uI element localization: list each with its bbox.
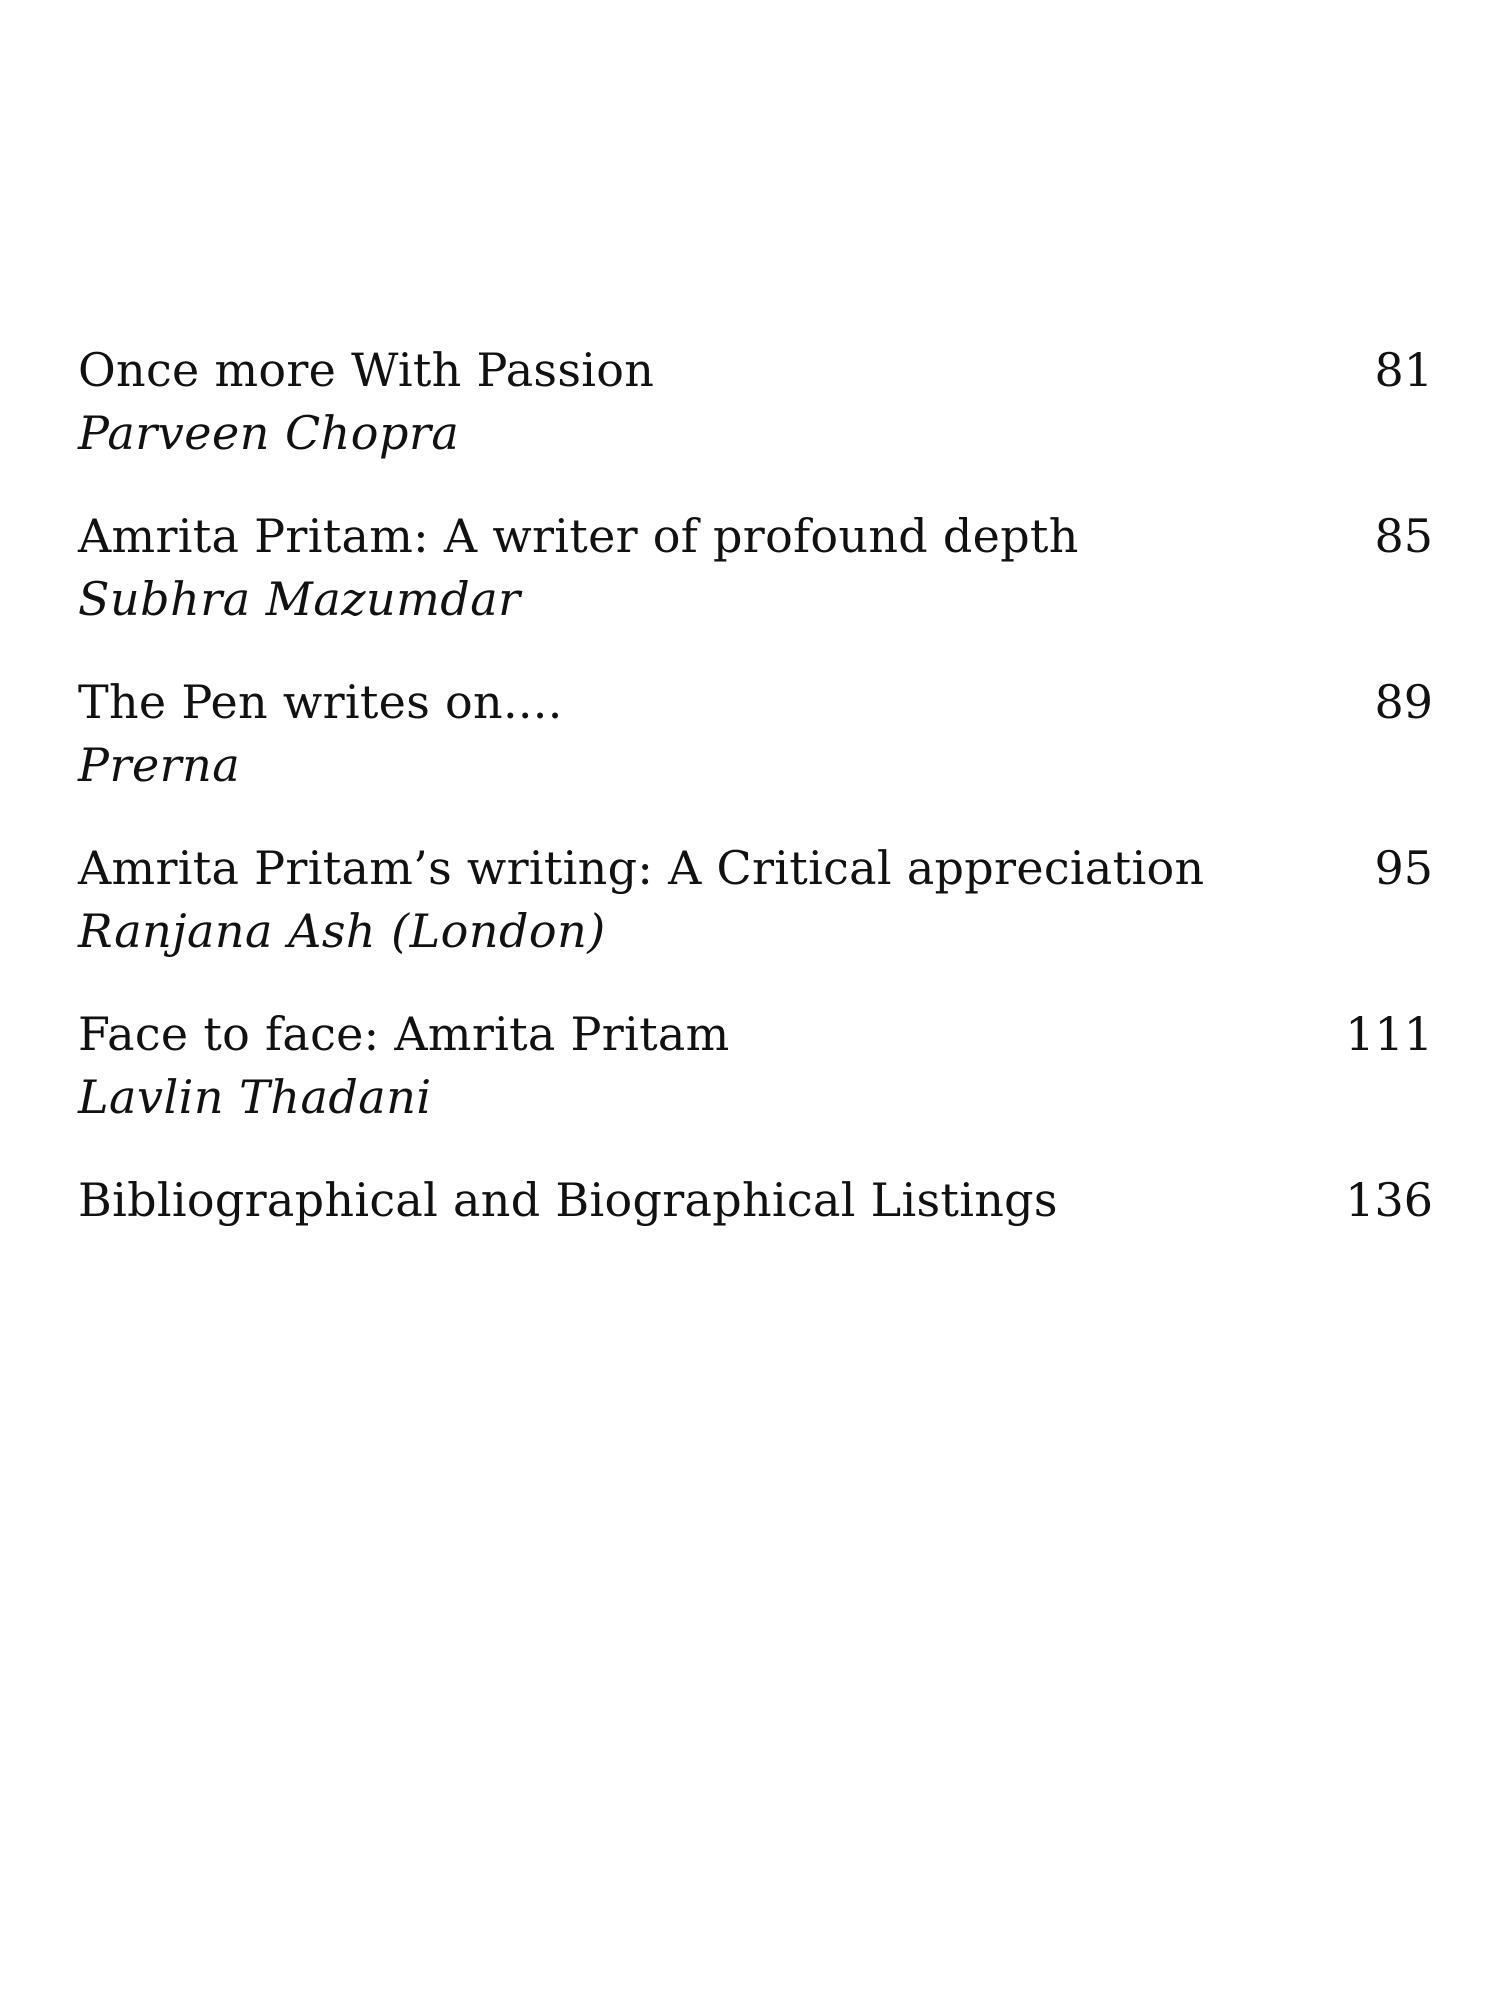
entry-title: The Pen writes on.... <box>78 675 563 729</box>
entry-author: Parveen Chopra <box>78 406 460 460</box>
toc-entry-row <box>78 506 1433 566</box>
page-number: 111 <box>1345 1007 1433 1061</box>
page-number: 95 <box>1374 841 1433 895</box>
entry-author: Ranjana Ash (London) <box>78 904 606 958</box>
entry-title: Amrita Pritam’s writing: A Critical appreciation <box>78 841 1205 895</box>
page-number: 136 <box>1345 1173 1433 1227</box>
toc-entry <box>78 1004 1433 1130</box>
entry-title: Bibliographical and Biographical Listings <box>78 1173 1058 1227</box>
toc-entry <box>78 1170 1433 1230</box>
toc-entry-row <box>78 672 1433 732</box>
toc-entry-row <box>78 340 1433 400</box>
toc-entry-row <box>78 1170 1433 1230</box>
page-number: 81 <box>1374 343 1433 397</box>
entry-title: Amrita Pritam: A writer of profound depth <box>78 509 1079 563</box>
toc-entry-row <box>78 838 1433 898</box>
table-of-contents <box>78 340 1433 1270</box>
toc-entry <box>78 340 1433 466</box>
toc-entry-row <box>78 1004 1433 1064</box>
page-number: 89 <box>1374 675 1433 729</box>
entry-author: Prerna <box>78 738 241 792</box>
toc-entry <box>78 506 1433 632</box>
entry-title: Once more With Passion <box>78 343 655 397</box>
toc-entry <box>78 672 1433 798</box>
entry-author: Lavlin Thadani <box>78 1070 432 1124</box>
toc-entry <box>78 838 1433 964</box>
page-number: 85 <box>1374 509 1433 563</box>
entry-author: Subhra Mazumdar <box>78 572 521 626</box>
entry-title: Face to face: Amrita Pritam <box>78 1007 730 1061</box>
